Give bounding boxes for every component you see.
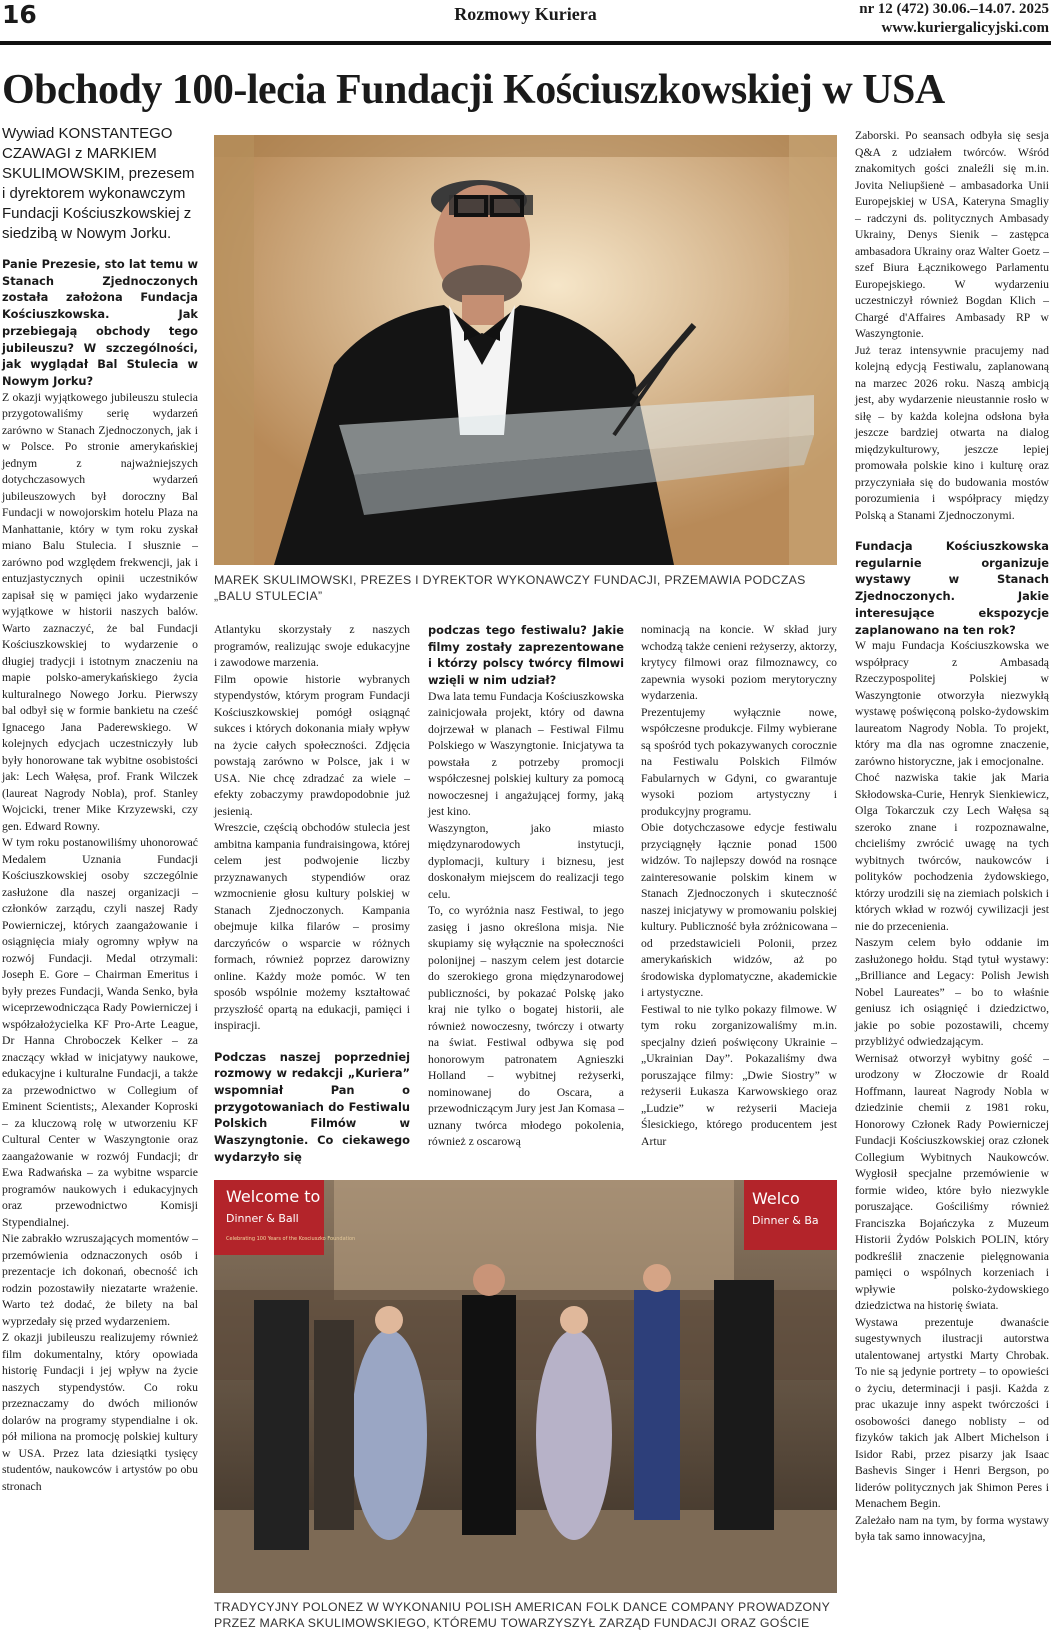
answer-paragraph: Film opowie historie wybranych stypendystów, którym program Fundacji Kościuszkowskiej pomógł osiągnąć sukces i których dokonania miały wpływ na życie całych społeczności. Zdjęcia powstają zarówno w Polsce, jak i w USA. Nie chcę zdradzać za wiele – efekty zobaczymy prawdopodobnie już jesienią. — [214, 672, 410, 818]
answer-paragraph: Już teraz intensywnie pracujemy nad kolejną edycją Festiwalu, zaplanowaną na marzec 2026 roku. Naszą ambicją jest, aby wydarzenie nieustannie rosło w siłę – by każda kolejna odsłona była jeszcze bardziej otwarta na dialog międzykulturowy, jeszcze lepiej promowała polskie kino i kulturę oraz przyczyniała się do budowania mostów porozumienia i współpracy między Polską a Stanami Zjednoczonymi. — [855, 343, 1049, 522]
column-1 — [2, 124, 198, 1495]
issue-number: nr 12 (472) 30.06.–14.07. 2025 — [859, 1, 1049, 17]
question-2: Podczas naszej poprzedniej rozmowy w redakcji „Kuriera” wspomniał Pan o przygotowaniach do Festiwalu Polskich Filmów w Waszyngtonie. Co ciekawego wydarzyło się — [214, 1049, 410, 1164]
answer-paragraph: Choć nazwiska takie jak Maria Skłodowska-Curie, Henryk Sienkiewicz, Olga Tokarczuk czy Lech Wałęsa są szeroko znane i rozpoznawalne, chcieliśmy zwrócić uwagę na tych wybitnych twórców, naukowców i polityków pochodzenia żydowskiego, którzy urodzili się na ziemiach polskich i których wkład w rozwój cywilizacji jest nie do przecenienia. — [855, 771, 1049, 933]
column-5 — [855, 128, 1049, 1546]
answer-paragraph: Wystawa prezentuje dwanaście sugestywnych ilustracji autorstwa utalentowanej artystki Marty Chrobak. To nie są jedynie portrety – to opowieści o życiu, determinacji i pasji. Każda z prac ukazuje inny aspekt twórczości i osobowości danego noblisty – od fizyków takich jak Albert Michelson i Isidor Rabi, przez pisarzy jak Isaac Bashevis Singer i Henri Bergson, po liderów politycznych jak Shimon Peres i Menachem Begin. — [855, 1315, 1049, 1511]
answer-paragraph: nominacją na koncie. W skład jury wchodzą także cenieni reżyserzy, aktorzy, krytycy filmowi oraz filmoznawcy, co zapewnia wysoki poziom merytoryczny wydarzenia. — [641, 623, 837, 702]
answer-paragraph: Prezentujemy wyłącznie nowe, współczesne produkcje. Filmy wybierane są spośród tych pokazywanych corocznie na Festiwalu Polskich Filmów Fabularnych w Gdyni, co gwarantuje wysoki poziom artystyczny i produkcyjny programu. — [641, 705, 837, 818]
issue-info — [859, 0, 1049, 38]
section-name: Rozmowy Kuriera — [454, 4, 597, 24]
answer-paragraph: Obie dotychczasowe edycje festiwalu przyciągnęły łącznie ponad 1500 widzów. To najlepszy dowód na rosnące zainteresowanie polskim kinem w Stanach Zjednoczonych i skuteczność naszej inicjatywy w promowaniu polskiej kultury. Publiczność była zróżnicowana – od przedstawicieli Polonii, przez amerykańskich widzów, aż po środowiska dyplomatyczne, akademickie i artystyczne. — [641, 821, 837, 999]
column-4 — [641, 622, 837, 1150]
answer-paragraph: Z okazji wyjątkowego jubileuszu stulecia przygotowaliśmy serię wydarzeń zarówno w Stanach Zjednoczonych, jak i w Polsce. Po stronie amerykańskiej jednym z najważniejszych dotychczasowych wydarzeń jubileuszowych był doroczny Bal Fundacji w nowojorskim hotelu Plaza na Manhattanie, który w tym roku zyskał miano Balu Stulecia. I słusznie – zarówno pod względem frekwencji, jak i entuzjastycznych opinii uczestników zapisał się w pamięci jako wydarzenie wyjątkowe w historii naszych balów. Warto zaznaczyć, że bal Fundacji Kościuszkowskiej to wydarzenie o długiej tradycji i istotnym znaczeniu na mapie polsko-amerykańskiego życia kulturalnego Nowego Jorku. Pierwszy bal odbył się w formie bankietu na cześć Ignacego Jana Paderewskiego. W kolejnych edycjach uczestniczyły lub były honorowane tak wybitne osobistości jak: Lech Wałęsa, prof. Frank Wilczek (laureat Nagrody Nobla), prof. Stanley Wojcicki, trener Mike Krzyzewski, czy gen. Edward Rowny. — [2, 390, 198, 833]
answer-paragraph: Zaborski. Po seansach odbyła się sesja Q&A z udziałem twórców. Wśród znakomitych gości znaleźli się m.in. Jovita Neliupšienė – ambasadorka Unii Europejskiej w USA, Kateryna Smagliy – radczyni ds. politycznych Ambasady Ukrainy, Denys Sienik – zastępca ambasadora Ukrainy oraz Walter Goetz – szef Biura Łącznikowego Parlamentu Europejskiego. W wydarzeniu uczestniczył również Bogdan Klich – Chargé d'Affaires Ambasady RP w Waszyngtonie. — [855, 129, 1049, 340]
question-1: Panie Prezesie, sto lat temu w Stanach Zjednoczonych została założona Fundacja Kościuszkowska. Jak przebiegają obchody tego jubileuszu? W szczególności, jak wyglądał Bal Stulecia w Nowym Jorku? — [2, 257, 198, 388]
answer-paragraph: Naszym celem było oddanie im zasłużonego hołdu. Stąd tytuł wystawy: „Brilliance and Legacy: Polish Jewish Nobel Laureates” – bo to właśnie geniusz ich osiągnięć i dziedzictwo, jakie po sobie pozostawili, chcemy przybliżyć odwiedzającym. — [855, 936, 1049, 1049]
website-link[interactable]: www.kuriergalicyjski.com — [881, 20, 1049, 36]
answer-paragraph: Atlantyku skorzystały z naszych programów, realizując swoje edukacyjne i zawodowe marzenia. — [214, 623, 410, 669]
answer-paragraph: Nie zabrakło wzruszających momentów – przemówienia odznaczonych osób i prezentacje ich dokonań, obecność ich rodzin pozostawiły niezatarte wrażenie. Warto też dodać, że bilety na bal wyprzedały się przed wydarzeniem. — [2, 1232, 199, 1328]
answer-paragraph: W tym roku postanowiliśmy uhonorować Medalem Uznania Fundacji Kościuszkowskiej osoby szczególnie zasłużone dla naszej organizacji – członków zarządu, czyli naszej Rady Powierniczej, których zaangażowanie i osiągnięcia miały ogromny wpływ na rozwój Fundacji. Medal otrzymali: Joseph E. Gore – Chairman Emeritus i były prezes Fundacji, Wanda Senko, była wiceprzewodnicząca Rady Powierniczej i współzałożycielka KF Pro-Arte League, Dr Hanna Chroboczek Kelker – za znaczący wkład w inicjatywy naukowe, edukacyjne i kulturalne Fundacji, a także za przewodnictwo w Collegium of Eminent Scientists;, Alexander Koproski – za kluczową rolę w utworzeniu KF Cultural Center w Waszyngtonie oraz zaangażowanie w rozwój Fundacji; dr Ewa Radwańska – za wybitne wsparcie programów naukowych i edukacyjnych oraz przewodnictwo Komisji Stypendialnej. — [2, 836, 198, 1229]
answer-paragraph: Waszyngton, jako miasto międzynarodowych instytucji, dyplomacji, kultury i biznesu, jest doskonałym miejscem do realizacji tego celu. — [428, 821, 624, 901]
banner-left-welcome: Welcome to — [226, 1187, 321, 1206]
spacer — [855, 524, 1049, 538]
column-3 — [428, 622, 624, 1151]
answer-paragraph: Festiwal to nie tylko pokazy filmowe. W tym roku zorganizowaliśmy m.in. specjalny dzień poświęcony Ukrainie – „Ukrainian Day”. Pokazaliśmy dwa poruszające filmy: „Dwie Siostry” w reżyserii Łukasza Karwowskiego oraz „Ludzie” w reżyserii Macieja Ślesickiego, którego producentem jest Artur — [641, 1002, 837, 1148]
column-2 — [214, 622, 410, 1165]
photo-speaker — [214, 135, 837, 565]
page-header — [0, 0, 1051, 44]
answer-paragraph: Zależało nam na tym, by forma wystawy była tak samo innowacyjna, — [855, 1513, 1049, 1544]
answer-paragraph: Wreszcie, częścią obchodów stulecia jest ambitna kampania fundraisingowa, której celem jest podwojenie liczby przyznawanych stypendiów oraz wzmocnienie głosu kultury polskiej w Stanach Zjednoczonych. Kampania obejmuje kilka filarów – prosimy darczyńców o wsparcie w różnych formach, również poprzez darowizny online. Każdy może pomóc. W ten sposób wspólnie możemy kształtować przyszłość opartą na edukacji, pamięci i inspiracji. — [214, 821, 410, 1032]
answer-paragraph: To, co wyróżnia nasz Festiwal, to jego zasięg i jasno określona misja. Nie skupiamy się wyłącznie na społeczności polonijnej – naszym celem jest dotarcie do szerokiego grona międzynarodowej publiczności, by pokazać Polskę jako kraj nie tylko o bogatej historii, ale również nowoczesny, twórczy i otwarty na świat. Festiwal odbywa się pod honorowym patronatem Agnieszki Holland – wybitnej reżyserki, nominowanej do Oscara, a przewodniczącym Jury jest Jan Komasa – uznany twórca młodego pokolenia, również z oscarową — [428, 904, 624, 1149]
answer-paragraph: Dwa lata temu Fundacja Kościuszkowska zainicjowała projekt, który od dawna dojrzewał w planach – Festiwal Filmu Polskiego w Waszyngtonie. Inicjatywa ta powstała z potrzeby promocji współczesnej polskiej kultury za pomocą nowoczesnej i angażującej formy, jaką jest kino. — [428, 689, 624, 819]
question-3: Fundacja Kościuszkowska regularnie organizuje wystawy w Stanach Zjednoczonych. Jakie interesujące ekspozycje zaplanowano na ten rok? — [855, 539, 1049, 637]
banner-left-subtitle: Celebrating 100 Years of the Kosciuszko Foundation — [226, 1236, 356, 1242]
spacer — [214, 1035, 410, 1049]
answer-paragraph: W maju Fundacja Kościuszkowska we współpracy z Ambasadą Rzeczypospolitej Polskiej w Waszyngtonie otworzyła niezwykłą wystawę poświęconą polsko-żydowskim laureatom Nagrody Nobla. To projekt, który ma dla nas ogromne znaczenie, zarówno historyczne, jak i emocjonalne. — [855, 639, 1049, 768]
banner-right-welcome: Welco — [752, 1189, 800, 1208]
article-title: Obchody 100-lecia Fundacji Kościuszkowskiej w USA — [2, 67, 945, 113]
banner-left-dinner: Dinner & Ball — [226, 1212, 299, 1225]
photo-polonaise — [214, 1180, 837, 1593]
banner-right-dinner: Dinner & Ba — [752, 1214, 819, 1227]
polonaise-illustration — [214, 1180, 837, 1593]
question-2-continued: podczas tego festiwalu? Jakie filmy zostały zaprezentowane i którzy polscy twórcy filmowi wzięli w nim udział? — [428, 623, 624, 688]
answer-paragraph: Wernisaż otworzył wybitny gość – urodzony w Złoczowie dr Roald Hoffmann, laureat Nagrody Nobla w dziedzinie chemii z 1981 roku, Honorowy Członek Rady Powierniczej Fundacji Kościuszkowskiej oraz członek Collegium Wybitnych Naukowców. Wygłosił specjalne przemówienie w formie wideo, które było niezwykle poruszające. Gościliśmy również Franciszka Bojańczyka z Muzeum Historii Żydów Polskich POLIN, który podkreślił znaczenie pielęgnowania pamięci o wspólnych korzeniach i wpływie polsko-żydowskiego dziedzictwa na historię świata. — [855, 1051, 1049, 1313]
header-rule — [0, 41, 1051, 45]
answer-paragraph: Z okazji jubileuszu realizujemy również film dokumentalny, który opowiada historię Fundacji i jej wpływ na życie naszych stypendystów. Co roku przeznaczamy do dwóch milionów dolarów na programy stypendialne i ok. pół miliona na promocję polskiej kultury w USA. Przez lata dziesiątki tysięcy studentów, naukowców i artystów po obu stronach — [2, 1331, 198, 1493]
page-number: 16 — [2, 0, 37, 29]
photo-polonaise-caption: TRADYCYJNY POLONEZ W WYKONANIU POLISH AMERICAN FOLK DANCE COMPANY PROWADZONY PRZEZ MARKA SKULIMOWSKIEGO, KTÓREMU TOWARZYSZYŁ ZARZĄD FUNDACJI ORAZ GOŚCIE — [214, 1600, 830, 1630]
photo-speaker-caption: MAREK SKULIMOWSKI, PREZES I DYREKTOR WYKONAWCZY FUNDACJI, PRZEMAWIA PODCZAS „BALU STULECIA” — [214, 573, 806, 603]
article-intro: Wywiad KONSTANTEGO CZAWAGI z MARKIEM SKULIMOWSKIM, prezesem i dyrektorem wykonawczym Fundacji Kościuszkowskiej z siedzibą w Nowym Jorku. — [2, 125, 195, 242]
speaker-illustration — [214, 135, 837, 565]
